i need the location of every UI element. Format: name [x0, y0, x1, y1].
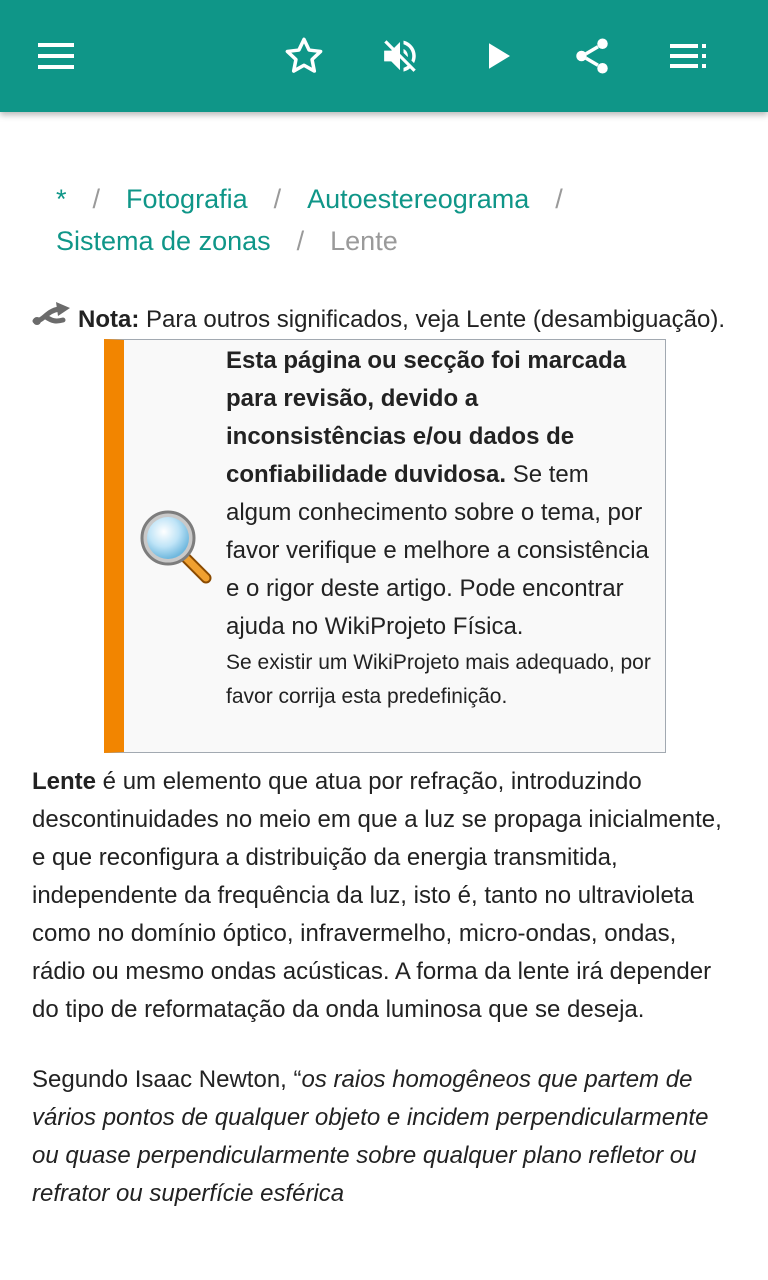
- app-toolbar: [0, 0, 768, 112]
- star-outline-icon: [283, 35, 325, 77]
- menu-button[interactable]: [24, 24, 88, 88]
- article-paragraph-2-prefix: Segundo Isaac Newton, “: [32, 1066, 302, 1093]
- breadcrumb-item-current: Lente: [330, 226, 398, 256]
- breadcrumb-item-home[interactable]: *: [56, 184, 67, 214]
- hamburger-menu-icon: [36, 41, 76, 71]
- share-icon: [571, 35, 613, 77]
- review-notice-text: [226, 342, 657, 646]
- breadcrumb-separator: /: [296, 226, 305, 256]
- article-paragraph-2: [32, 1061, 736, 1213]
- breadcrumb: [56, 178, 736, 262]
- breadcrumb-item-autoestereograma[interactable]: Autoestereograma: [307, 184, 530, 214]
- play-button[interactable]: [466, 24, 530, 88]
- article-paragraph-1: [32, 763, 736, 1029]
- review-notice-body[interactable]: Se tem algum conhecimento sobre o tema, por favor verifique e melhore a consistência e o rigor deste artigo. Pode encontrar ajuda no WikiProjeto Física.: [226, 461, 649, 640]
- breadcrumb-separator: /: [273, 184, 282, 214]
- table-of-contents-button[interactable]: [656, 24, 720, 88]
- favorite-button[interactable]: [272, 24, 336, 88]
- note-label: Nota:: [78, 306, 140, 333]
- breadcrumb-item-fotografia[interactable]: Fotografia: [126, 184, 248, 214]
- review-notice-bold: Esta página ou secção foi marcada para revisão, devido a inconsistências e/ou dados de confiabilidade duvidosa.: [226, 347, 627, 488]
- article-content: [32, 112, 736, 1213]
- breadcrumb-separator: /: [555, 184, 563, 214]
- disambiguation-icon: [32, 300, 72, 330]
- breadcrumb-separator: /: [92, 184, 101, 214]
- review-notice-box: [104, 339, 666, 753]
- review-notice-footnote: Se existir um WikiProjeto mais adequado, por favor corrija esta predefinição.: [226, 651, 651, 708]
- breadcrumb-item-sistema-de-zonas[interactable]: Sistema de zonas: [56, 226, 271, 256]
- note-text[interactable]: Para outros significados, veja Lente (desambiguação).: [139, 306, 725, 333]
- newton-quote: os raios homogêneos que partem de vários pontos de qualquer objeto e incidem perpendicularmente ou quase perpendicularmente sobre qualquer plano refletor ou refrator ou superfície esférica: [32, 1066, 709, 1207]
- volume-off-icon: [379, 35, 421, 77]
- sound-toggle-button[interactable]: [368, 24, 432, 88]
- article-paragraph-1-text: é um elemento que atua por refração, introduzindo descontinuidades no meio em que a luz se propaga inicialmente, e que reconfigura a distribuição da energia transmitida, independente da frequência da luz, isto é, tanto no ultravioleta como no domínio óptico, infravermelho, micro-ondas, ondas, rádio ou mesmo ondas acústicas. A forma da lente irá depender do tipo de reformatação da onda luminosa que se deseja.: [32, 768, 722, 1023]
- table-of-contents-icon: [668, 41, 708, 71]
- magnifying-glass-icon: [138, 508, 214, 584]
- disambiguation-note: [32, 300, 736, 339]
- play-icon: [480, 38, 516, 74]
- article-term: Lente: [32, 768, 97, 795]
- share-button[interactable]: [560, 24, 624, 88]
